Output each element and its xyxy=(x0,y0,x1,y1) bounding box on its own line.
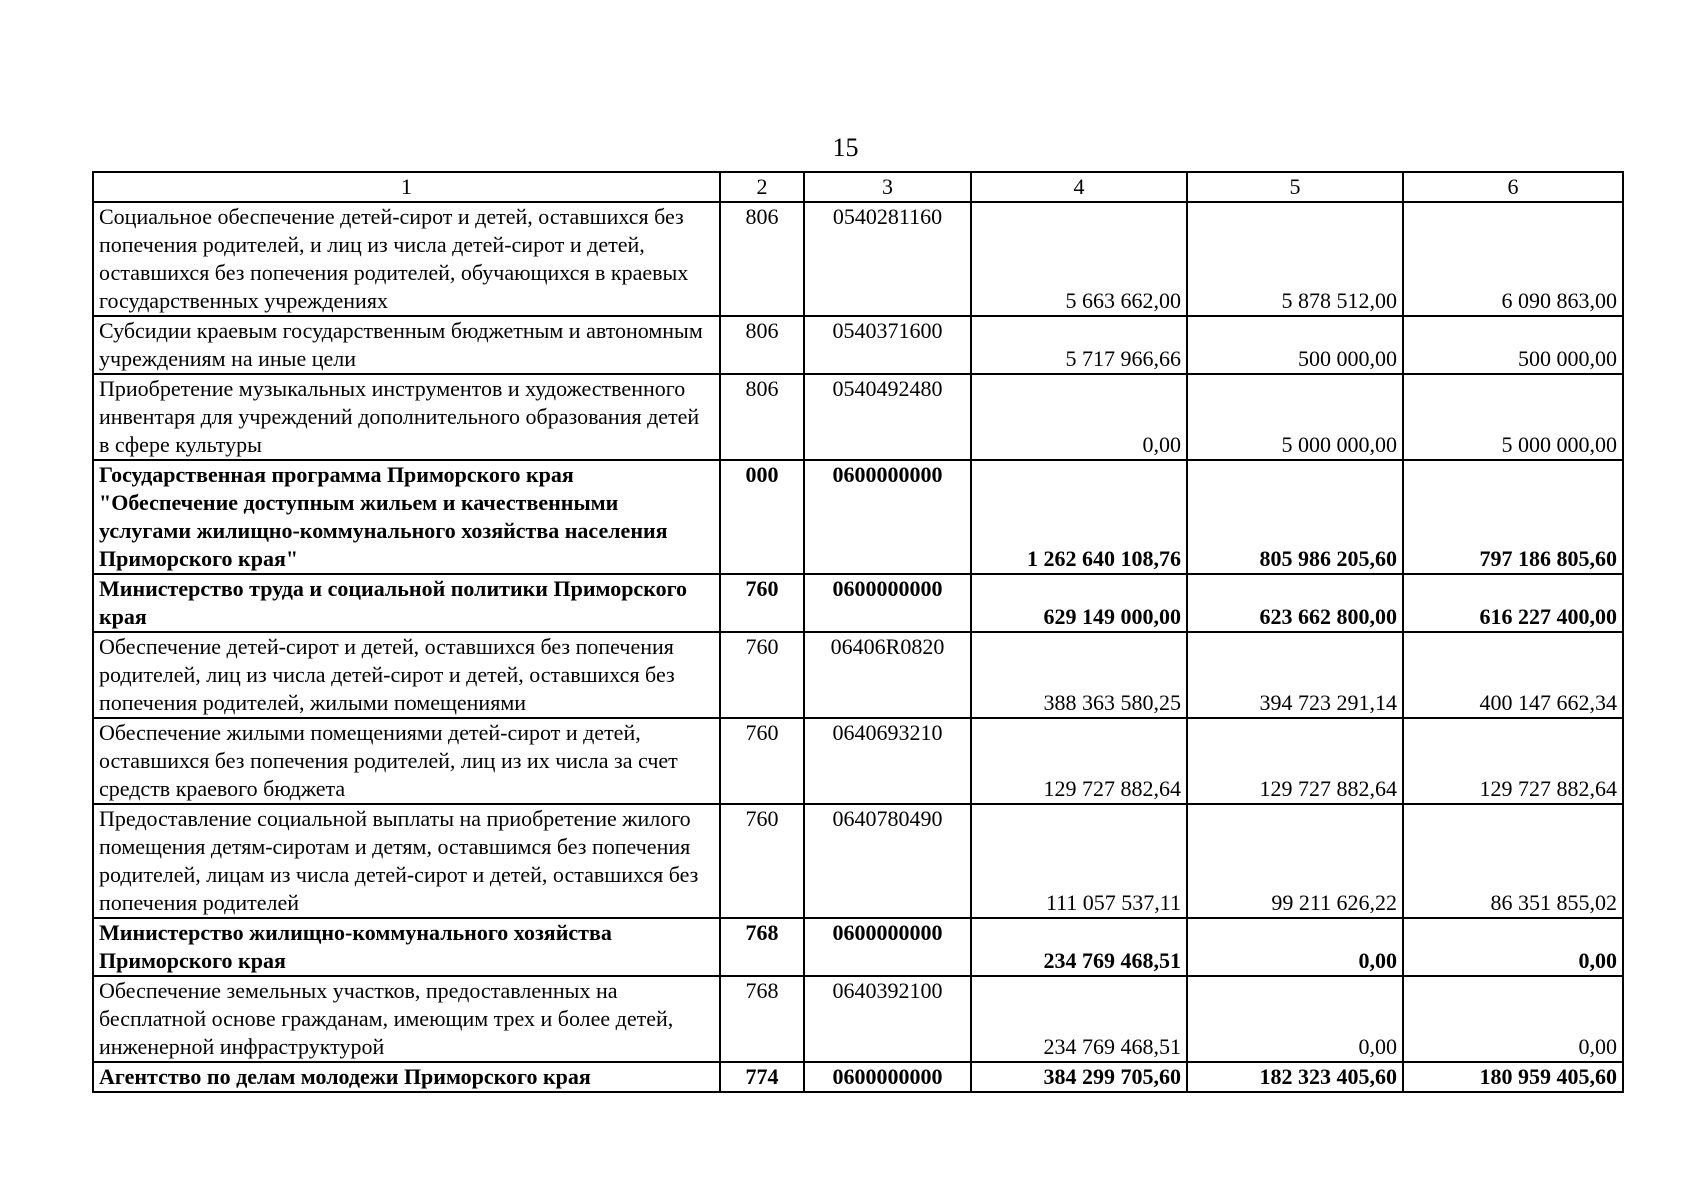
row-value-col4: 5 663 662,00 xyxy=(971,202,1187,316)
table-row xyxy=(93,632,1623,718)
row-code-target: 0600000000 xyxy=(804,460,971,574)
row-value-col4: 1 262 640 108,76 xyxy=(971,460,1187,574)
row-value-col6: 500 000,00 xyxy=(1403,316,1623,374)
table-row xyxy=(93,1062,1623,1092)
table-row xyxy=(93,804,1623,918)
row-code-admin: 768 xyxy=(720,918,804,976)
row-code-admin: 768 xyxy=(720,976,804,1062)
row-value-col4: 388 363 580,25 xyxy=(971,632,1187,718)
header-col-2: 2 xyxy=(720,172,804,202)
row-value-col4: 384 299 705,60 xyxy=(971,1062,1187,1092)
row-value-col6: 6 090 863,00 xyxy=(1403,202,1623,316)
row-code-admin: 760 xyxy=(720,804,804,918)
row-name: Обеспечение жилыми помещениями детей-сирот и детей, оставшихся без попечения родителей, лиц из их числа за счет средств краевого бюджета xyxy=(93,718,720,804)
row-value-col6: 0,00 xyxy=(1403,976,1623,1062)
row-value-col6: 180 959 405,60 xyxy=(1403,1062,1623,1092)
table-body xyxy=(93,202,1623,1092)
header-col-6: 6 xyxy=(1403,172,1623,202)
row-code-admin: 760 xyxy=(720,574,804,632)
row-value-col5: 0,00 xyxy=(1187,976,1403,1062)
row-code-target: 0600000000 xyxy=(804,918,971,976)
row-value-col4: 5 717 966,66 xyxy=(971,316,1187,374)
row-code-admin: 000 xyxy=(720,460,804,574)
row-code-target: 0600000000 xyxy=(804,574,971,632)
row-name: Субсидии краевым государственным бюджетным и автономным учреждениям на иные цели xyxy=(93,316,720,374)
row-value-col5: 182 323 405,60 xyxy=(1187,1062,1403,1092)
row-value-col6: 129 727 882,64 xyxy=(1403,718,1623,804)
row-code-target: 0540371600 xyxy=(804,316,971,374)
table-header xyxy=(93,172,1623,202)
header-col-3: 3 xyxy=(804,172,971,202)
row-value-col5: 394 723 291,14 xyxy=(1187,632,1403,718)
row-code-target: 0540492480 xyxy=(804,374,971,460)
row-code-target: 0640780490 xyxy=(804,804,971,918)
row-value-col4: 234 769 468,51 xyxy=(971,918,1187,976)
row-value-col4: 111 057 537,11 xyxy=(971,804,1187,918)
row-value-col6: 400 147 662,34 xyxy=(1403,632,1623,718)
row-value-col6: 86 351 855,02 xyxy=(1403,804,1623,918)
row-code-admin: 806 xyxy=(720,374,804,460)
row-value-col6: 0,00 xyxy=(1403,918,1623,976)
row-name: Обеспечение земельных участков, предоставленных на бесплатной основе гражданам, имеющим трех и более детей, инженерной инфраструктурой xyxy=(93,976,720,1062)
row-value-col6: 5 000 000,00 xyxy=(1403,374,1623,460)
table-row xyxy=(93,460,1623,574)
row-value-col5: 129 727 882,64 xyxy=(1187,718,1403,804)
row-value-col4: 129 727 882,64 xyxy=(971,718,1187,804)
header-col-4: 4 xyxy=(971,172,1187,202)
header-row xyxy=(93,172,1623,202)
row-code-admin: 806 xyxy=(720,202,804,316)
row-value-col6: 616 227 400,00 xyxy=(1403,574,1623,632)
table-row xyxy=(93,976,1623,1062)
table-row xyxy=(93,918,1623,976)
table-row xyxy=(93,202,1623,316)
row-code-target: 0540281160 xyxy=(804,202,971,316)
row-name: Приобретение музыкальных инструментов и художественного инвентаря для учреждений дополнительного образования детей в сфере культуры xyxy=(93,374,720,460)
row-value-col5: 805 986 205,60 xyxy=(1187,460,1403,574)
header-col-1: 1 xyxy=(93,172,720,202)
row-code-target: 0640693210 xyxy=(804,718,971,804)
table-row xyxy=(93,374,1623,460)
row-name: Министерство труда и социальной политики Приморского края xyxy=(93,574,720,632)
row-name: Министерство жилищно-коммунального хозяйства Приморского края xyxy=(93,918,720,976)
table-row xyxy=(93,718,1623,804)
row-value-col5: 99 211 626,22 xyxy=(1187,804,1403,918)
row-code-target: 0600000000 xyxy=(804,1062,971,1092)
row-value-col6: 797 186 805,60 xyxy=(1403,460,1623,574)
row-value-col5: 623 662 800,00 xyxy=(1187,574,1403,632)
table-row xyxy=(93,316,1623,374)
row-value-col4: 629 149 000,00 xyxy=(971,574,1187,632)
row-name: Агентство по делам молодежи Приморского края xyxy=(93,1062,720,1092)
row-code-admin: 760 xyxy=(720,632,804,718)
row-value-col4: 0,00 xyxy=(971,374,1187,460)
row-code-target: 06406R0820 xyxy=(804,632,971,718)
table-row xyxy=(93,574,1623,632)
budget-table xyxy=(92,171,1624,1093)
row-code-admin: 806 xyxy=(720,316,804,374)
row-value-col4: 234 769 468,51 xyxy=(971,976,1187,1062)
row-code-admin: 774 xyxy=(720,1062,804,1092)
row-value-col5: 5 878 512,00 xyxy=(1187,202,1403,316)
row-name: Предоставление социальной выплаты на приобретение жилого помещения детям-сиротам и детям, оставшимся без попечения родителей, лицам из числа детей-сирот и детей, оставшихся без попечения родителей xyxy=(93,804,720,918)
row-code-target: 0640392100 xyxy=(804,976,971,1062)
row-name: Социальное обеспечение детей-сирот и детей, оставшихся без попечения родителей, и лиц из числа детей-сирот и детей, оставшихся без попечения родителей, обучающихся в краевых государственных учреждениях xyxy=(93,202,720,316)
row-name: Государственная программа Приморского края "Обеспечение доступным жильем и качественными услугами жилищно-коммунального хозяйства населения Приморского края" xyxy=(93,460,720,574)
page-number: 15 xyxy=(832,133,859,162)
row-name: Обеспечение детей-сирот и детей, оставшихся без попечения родителей, лиц из числа детей-сирот и детей, оставшихся без попечения родителей, жилыми помещениями xyxy=(93,632,720,718)
header-col-5: 5 xyxy=(1187,172,1403,202)
row-value-col5: 5 000 000,00 xyxy=(1187,374,1403,460)
row-code-admin: 760 xyxy=(720,718,804,804)
row-value-col5: 500 000,00 xyxy=(1187,316,1403,374)
row-value-col5: 0,00 xyxy=(1187,918,1403,976)
